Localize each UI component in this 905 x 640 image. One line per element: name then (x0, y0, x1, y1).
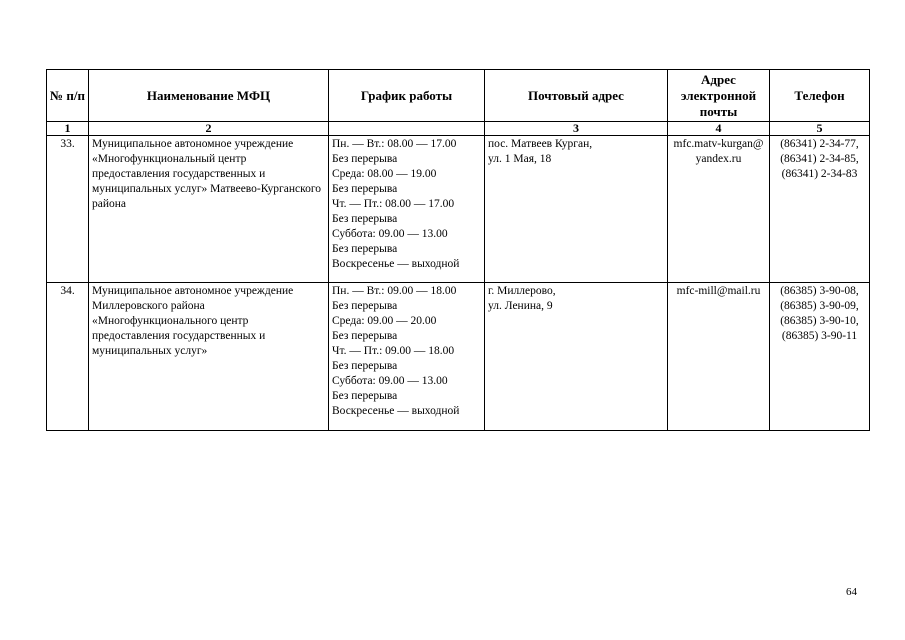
column-number-row (47, 122, 870, 136)
row-phone (770, 283, 870, 431)
phone-line: (86385) 3-90-09, (780, 300, 859, 312)
table-row (47, 283, 870, 431)
schedule-line: Без перерыва (332, 183, 398, 195)
col-number: 5 (770, 122, 870, 136)
header-schedule: График работы (329, 70, 485, 122)
email-address: mfc-mill@mail.ru (676, 285, 761, 297)
row-email (668, 136, 770, 283)
mfc-table (46, 69, 870, 431)
schedule-line: Без перерыва (332, 390, 398, 402)
email-address: mfc.matv-kurgan@yandex.ru (673, 138, 764, 165)
schedule-line: Чт. — Пт.: 08.00 — 17.00 (332, 198, 455, 210)
schedule-line: Среда: 08.00 — 19.00 (332, 168, 437, 180)
col-number: 3 (485, 122, 668, 136)
row-name: Муниципальное автономное учреждение «Многофункциональный центр предоставления государственных и муниципальных услуг» Матвеево-Курганского района (89, 136, 329, 283)
schedule-line: Без перерыва (332, 153, 398, 165)
schedule-line: Воскресенье — выходной (332, 258, 460, 270)
col-number (329, 122, 485, 136)
schedule-line: Чт. — Пт.: 09.00 — 18.00 (332, 345, 455, 357)
row-schedule (329, 283, 485, 431)
phone-line: (86341) 2-34-83 (781, 168, 858, 180)
row-schedule (329, 136, 485, 283)
schedule-line: Пн. — Вт.: 08.00 — 17.00 (332, 138, 457, 150)
schedule-line: Суббота: 09.00 — 13.00 (332, 228, 448, 240)
address-line: ул. Ленина, 9 (488, 300, 553, 312)
header-phone: Телефон (770, 70, 870, 122)
row-num: 33. (47, 136, 89, 283)
schedule-line: Без перерыва (332, 213, 398, 225)
row-address (485, 283, 668, 431)
schedule-line: Без перерыва (332, 330, 398, 342)
schedule-line: Пн. — Вт.: 09.00 — 18.00 (332, 285, 457, 297)
address-line: пос. Матвеев Курган, (488, 138, 593, 150)
phone-line: (86341) 2-34-85, (780, 153, 859, 165)
schedule-line: Воскресенье — выходной (332, 405, 460, 417)
header-row (47, 70, 870, 122)
schedule-line: Без перерыва (332, 300, 398, 312)
address-line: г. Миллерово, (488, 285, 556, 297)
phone-line: (86385) 3-90-11 (781, 330, 858, 342)
table-row (47, 136, 870, 283)
header-name: Наименование МФЦ (89, 70, 329, 122)
row-phone (770, 136, 870, 283)
address-line: ул. 1 Мая, 18 (488, 153, 552, 165)
col-number: 1 (47, 122, 89, 136)
row-num: 34. (47, 283, 89, 431)
row-address (485, 136, 668, 283)
schedule-line: Без перерыва (332, 243, 398, 255)
col-number: 4 (668, 122, 770, 136)
row-name: Муниципальное автономное учреждение Миллеровского района «Многофункционального центр предоставления государственных и муниципальных услуг» (89, 283, 329, 431)
header-email: Адрес электронной почты (668, 70, 770, 122)
phone-line: (86341) 2-34-77, (780, 138, 859, 150)
phone-line: (86385) 3-90-08, (780, 285, 859, 297)
schedule-line: Суббота: 09.00 — 13.00 (332, 375, 448, 387)
header-address: Почтовый адрес (485, 70, 668, 122)
schedule-line: Среда: 09.00 — 20.00 (332, 315, 437, 327)
phone-line: (86385) 3-90-10, (780, 315, 859, 327)
schedule-line: Без перерыва (332, 360, 398, 372)
page-number: 64 (846, 586, 857, 598)
row-email (668, 283, 770, 431)
header-num: № п/п (47, 70, 89, 122)
col-number: 2 (89, 122, 329, 136)
